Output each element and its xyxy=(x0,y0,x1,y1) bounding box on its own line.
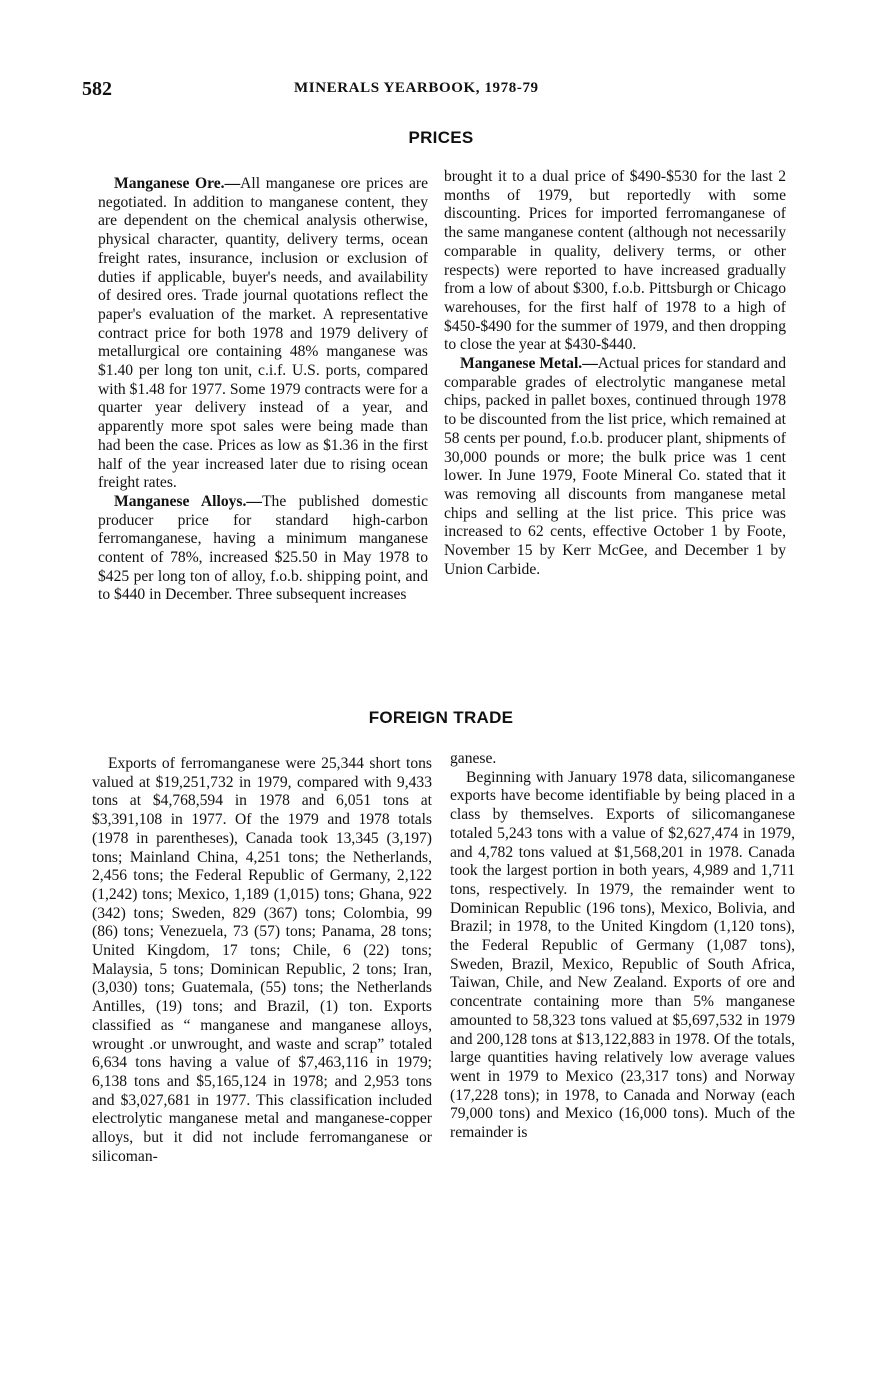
runin-manganese-ore: Manganese Ore.— xyxy=(114,175,241,192)
foreign-trade-left-column xyxy=(92,755,432,1166)
paragraph-ferromanganese-exports: Exports of ferromanganese were 25,344 short tons valued at $19,251,732 in 1979, compared with 9,433 tons at $4,768,594 in 1978 and 6,051 tons at $3,391,108 in 1977. Of the 1979 and 1978 totals (1978 in parentheses), Canada took 13,345 (3,197) tons; Mainland China, 4,251 tons; the Netherlands, 2,456 tons; the Federal Republic of Germany, 2,122 (1,242) tons; Mexico, 1,189 (1,015) tons; Ghana, 922 (342) tons; Sweden, 829 (367) tons; Colombia, 99 (86) tons; Venezuela, 73 (57) tons; Panama, 28 tons; United Kingdom, 17 tons; Chile, 6 (22) tons; Malaysia, 5 tons; Dominican Republic, 2 tons; Iran, (3,030) tons; Guatemala, (55) tons; the Netherlands Antilles, (19) tons; and Brazil, (1) ton. Exports classified as “ manganese and manganese alloys, wrought .or unwrought, and waste and scrap” totaled 6,634 tons having a value of $7,463,116 in 1979; 6,138 tons and $5,165,124 in 1978; and 2,953 tons and $3,027,681 in 1977. This classification included electrolytic manganese metal and manganese-copper alloys, but it did not include ferromanganese or silicoman- xyxy=(92,755,432,1165)
foreign-trade-right-column xyxy=(450,750,795,1143)
paragraph-manganese-metal xyxy=(444,355,786,579)
section-heading-prices: PRICES xyxy=(408,128,474,147)
paragraph-manganese-alloys xyxy=(98,493,428,605)
running-header xyxy=(82,78,822,104)
prices-left-column xyxy=(98,175,428,605)
manganese-alloys-text: The published domestic producer price for standard high-carbon ferromanganese, having a minimum manganese content of 78%, increased $25.50 in May 1978 to $425 per long ton of alloy, f.o.b. shipping point, and to $440 in December. Three subsequent increases xyxy=(98,492,428,604)
manganese-ore-text: All manganese ore prices are negotiated. In addition to manganese content, they are dependent on the chemical analysis otherwise, physical character, quantity, delivery terms, ocean freight rates, insurance, inclusion or exclusion of duties if applicable, buyer's needs, and availability of desired ores. Trade journal quotations reflect the paper's evaluation of the market. A representative contract price for both 1978 and 1979 delivery of metallurgical ore containing 48% manganese was $1.40 per long ton unit, c.i.f. U.S. ports, compared with $1.48 for 1977. Some 1979 contracts were for a quarter year delivery instead of a year, and apparently more spot sales were being made than had been the case. Prices as low as $1.36 in the first half of the year increased later due to rising ocean freight rates. xyxy=(98,175,428,492)
paragraph-exports-continued: ganese. xyxy=(450,750,497,767)
paragraph-silicomanganese-exports: Beginning with January 1978 data, silicomanganese exports have become identifiable by being placed in a class by themselves. Exports of silicomanganese totaled 5,243 tons with a value of $2,627,474 in 1979, and 4,782 tons valued at $1,568,201 in 1978. Canada took the largest portion in both years, 4,989 and 1,711 tons, respectively. In 1979, the remainder went to Dominican Republic (196 tons), Mexico, Bolivia, and Brazil; in 1978, to the United Kingdom (1,120 tons), the Federal Republic of Germany (1,087 tons), Sweden, Brazil, Mexico, Republic of South Africa, Taiwan, Chile, and New Zealand. Exports of ore and concentrate containing more than 5% manganese amounted to 58,323 tons valued at $5,697,532 in 1979 and 200,128 tons at $13,122,883 in 1978. Of the totals, large quantities having relatively low average values went in 1979 to Mexico (23,317 tons) and Norway (17,228 tons); in 1978, to Canada and Norway (each 79,000 tons) and Mexico (16,000 tons). Much of the remainder is xyxy=(450,768,795,1142)
paragraph-alloys-continued: brought it to a dual price of $490-$530 for the last 2 months of 1979, but reportedly with some discounting. Prices for imported ferromanganese of the same manganese content (although not necessarily comparable in quality, delivery terms, or other respects) were reported to have increased gradually from a low of about $300, f.o.b. Pittsburgh or Chicago warehouses, for the first half of 1978 to a high of $450-$490 for the summer of 1979, and then dropping to close the year at $430-$440. xyxy=(444,168,786,354)
runin-manganese-alloys: Manganese Alloys.— xyxy=(114,492,262,510)
paragraph-manganese-ore xyxy=(98,175,428,493)
page-number: 582 xyxy=(82,78,112,100)
section-heading-foreign-trade: FOREIGN TRADE xyxy=(368,708,514,727)
runin-manganese-metal: Manganese Metal.— xyxy=(460,355,598,373)
manganese-metal-text: Actual prices for standard and comparable grades of electrolytic manganese metal chips, packed in pallet boxes, continued through 1978 to be discounted from the list price, which remained at 58 cents per pound, f.o.b. producer plant, shipments of 30,000 pounds or more; the bulk price was 1 cent lower. In June 1979, Foote Mineral Co. stated that it was removing all discounts from manganese metal chips and selling at the list price. This price was increased to 62 cents, effective October 1 by Foote, November 15 by Kerr McGee, and December 1 by Union Carbide. xyxy=(444,355,787,578)
prices-right-column xyxy=(444,168,786,579)
running-title: MINERALS YEARBOOK, 1978-79 xyxy=(294,80,539,96)
